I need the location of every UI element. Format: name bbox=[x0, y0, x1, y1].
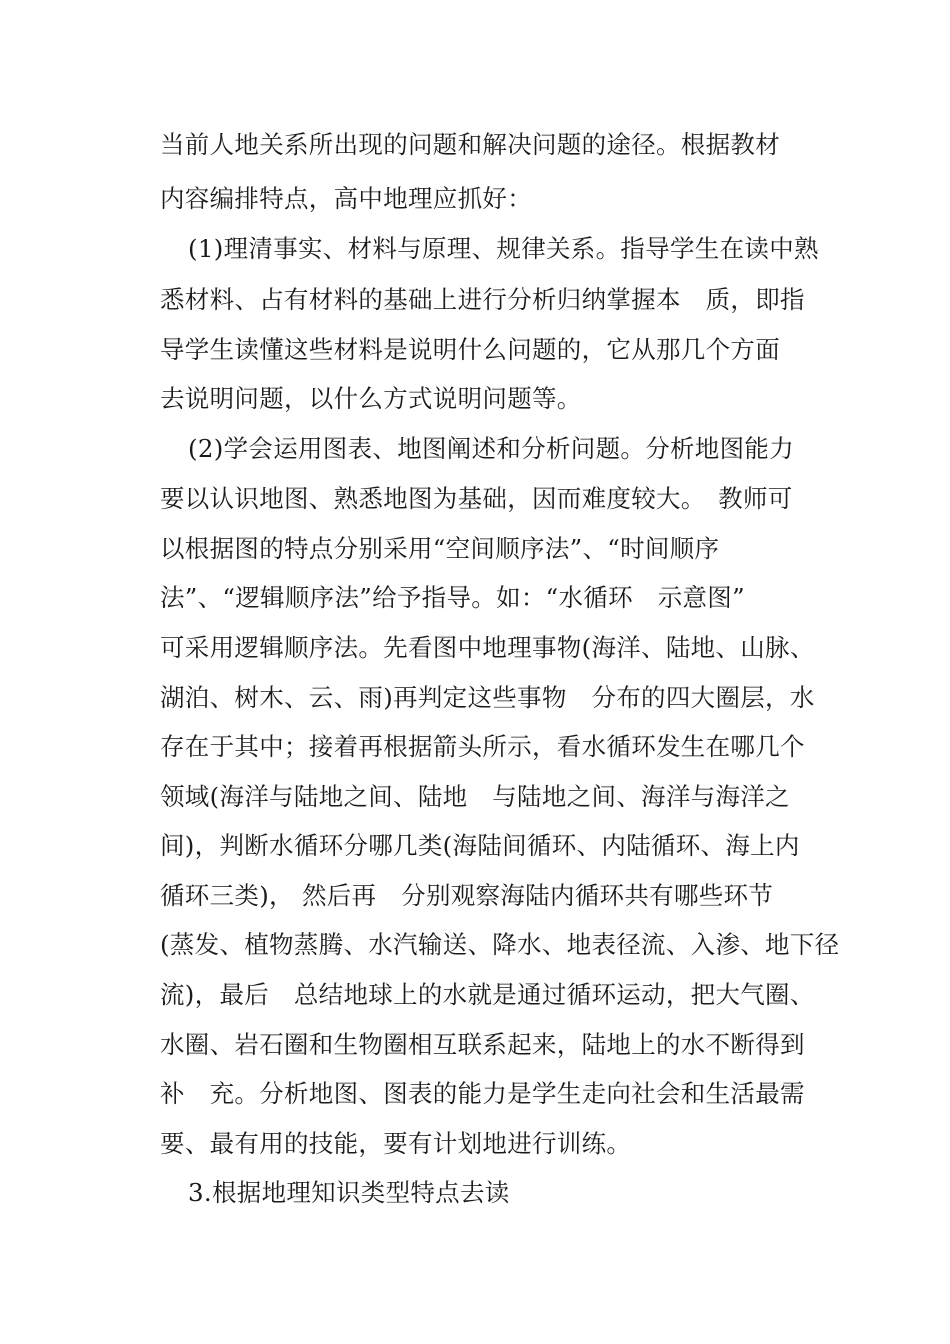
text-line: 存在于其中；接着再根据箭头所示，看水循环发生在哪几个 bbox=[160, 732, 805, 761]
text-line: 间)，判断水循环分哪几类(海陆间循环、内陆循环、海上内 bbox=[160, 831, 800, 860]
text-line: (2)学会运用图表、地图阐述和分析问题。分析地图能力 bbox=[188, 434, 795, 463]
text-line: (蒸发、植物蒸腾、水汽输送、降水、地表径流、入渗、地下径 bbox=[160, 930, 840, 959]
text-line: 要以认识地图、熟悉地图为基础，因而难度较大。 教师可 bbox=[160, 484, 793, 513]
text-line: 当前人地关系所出现的问题和解决问题的途径。根据教材 bbox=[160, 130, 780, 159]
section-heading: 3.根据地理知识类型特点去读 bbox=[188, 1178, 510, 1207]
text-line: 可采用逻辑顺序法。先看图中地理事物(海洋、陆地、山脉、 bbox=[160, 633, 815, 662]
text-line: 以根据图的特点分别采用“空间顺序法”、“时间顺序 bbox=[160, 534, 720, 563]
text-line: 法”、“逻辑顺序法”给予指导。如：“水循环 示意图” bbox=[160, 583, 745, 612]
text-line: 要、最有用的技能，要有计划地进行训练。 bbox=[160, 1129, 632, 1158]
text-line: (1)理清事实、材料与原理、规律关系。指导学生在读中熟 bbox=[188, 234, 819, 263]
text-line: 循环三类)， 然后再 分别观察海陆内循环共有哪些环节 bbox=[160, 881, 774, 910]
text-line: 补 充。分析地图、图表的能力是学生走向社会和生活最需 bbox=[160, 1079, 805, 1108]
text-line: 流)，最后 总结地球上的水就是通过循环运动，把大气圈、 bbox=[160, 980, 815, 1009]
text-line: 领域(海洋与陆地之间、陆地 与陆地之间、海洋与海洋之 bbox=[160, 782, 790, 811]
text-line: 悉材料、占有材料的基础上进行分析归纳掌握本 质，即指 bbox=[160, 285, 805, 314]
text-line: 内容编排特点，高中地理应抓好： bbox=[160, 184, 532, 213]
text-line: 导学生读懂这些材料是说明什么问题的，它从那几个方面 bbox=[160, 335, 780, 364]
text-line: 湖泊、树木、云、雨)再判定这些事物 分布的四大圈层，水 bbox=[160, 683, 815, 712]
text-line: 水圈、岩石圈和生物圈相互联系起来，陆地上的水不断得到 bbox=[160, 1030, 805, 1059]
text-line: 去说明问题，以什么方式说明问题等。 bbox=[160, 384, 582, 413]
